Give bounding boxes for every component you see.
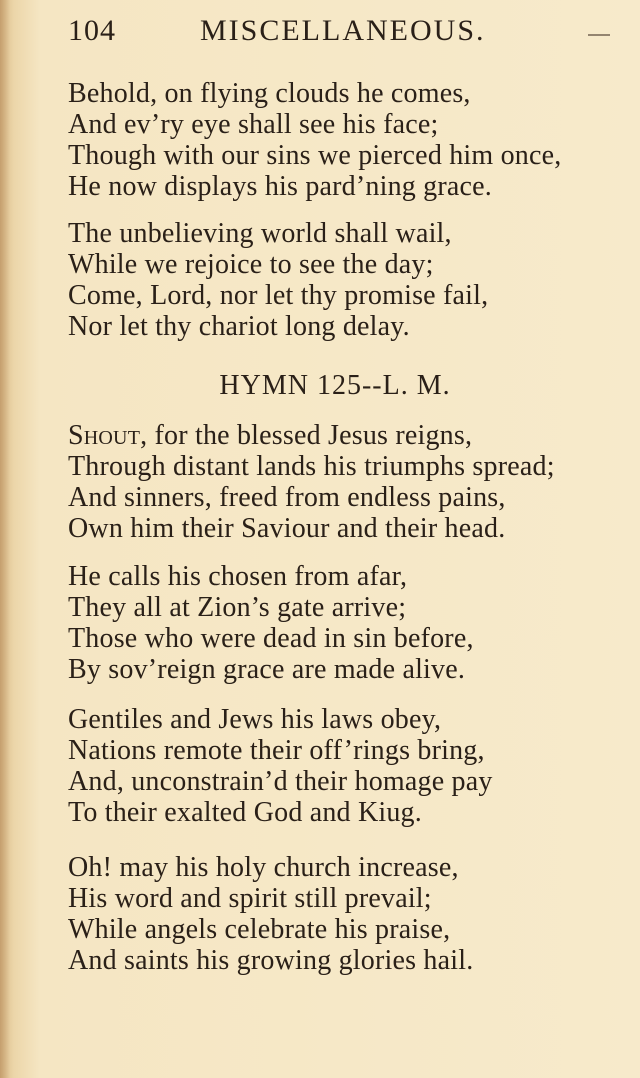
stanza-continued-1: [68, 78, 640, 202]
verse-line: His word and spirit still prevail;: [68, 883, 432, 914]
verse-line: Oh! may his holy church increase,: [68, 852, 459, 883]
header-rule: [588, 34, 610, 36]
verse-line: Nations remote their off’rings bring,: [68, 735, 485, 766]
page-header: [68, 14, 628, 50]
hymn-stanza-4: [68, 852, 640, 976]
verse-line: Those who were dead in sin before,: [68, 623, 474, 654]
verse-line: [68, 420, 640, 451]
verse-line: And ev’ry eye shall see his face;: [68, 109, 439, 140]
verse-line: Behold, on flying clouds he comes,: [68, 78, 471, 109]
verse-line: By sov’reign grace are made alive.: [68, 654, 466, 685]
verse-line: He now displays his pard’ning grace.: [68, 171, 492, 202]
verse-line: Own him their Saviour and their head.: [68, 513, 506, 544]
verse-line: Nor let thy chariot long delay.: [68, 311, 410, 342]
verse-line: Come, Lord, nor let thy promise fail,: [68, 280, 489, 311]
opening-line-rest: , for the blessed Jesus reigns,: [140, 420, 473, 451]
verse-line: And, unconstrain’d their homage pay: [68, 766, 493, 797]
page-number: 104: [68, 14, 116, 47]
verse-line: To their exalted God and Kiug.: [68, 797, 422, 828]
verse-line: They all at Zion’s gate arrive;: [68, 592, 407, 623]
page-edge-shading: [0, 0, 10, 1078]
verse-line: And sinners, freed from endless pains,: [68, 482, 506, 513]
verse-line: And saints his growing glories hail.: [68, 945, 474, 976]
verse-line: While angels celebrate his praise,: [68, 914, 451, 945]
opening-word: Shout: [68, 420, 141, 451]
verse-line: Through distant lands his triumphs spread;: [68, 451, 555, 482]
hymn-title: HYMN 125--L. M.: [219, 370, 451, 401]
stanza-continued-2: [68, 218, 640, 342]
verse-line: He calls his chosen from afar,: [68, 561, 408, 592]
hymn-stanza-3: [68, 704, 640, 828]
verse-line: The unbelieving world shall wail,: [68, 218, 452, 249]
verse-line: Gentiles and Jews his laws obey,: [68, 704, 442, 735]
verse-line: Though with our sins we pierced him once,: [68, 140, 562, 171]
hymn-stanza-1: [68, 420, 640, 544]
running-title: MISCELLANEOUS.: [200, 14, 486, 47]
hymn-stanza-2: [68, 561, 640, 685]
verse-line: While we rejoice to see the day;: [68, 249, 434, 280]
